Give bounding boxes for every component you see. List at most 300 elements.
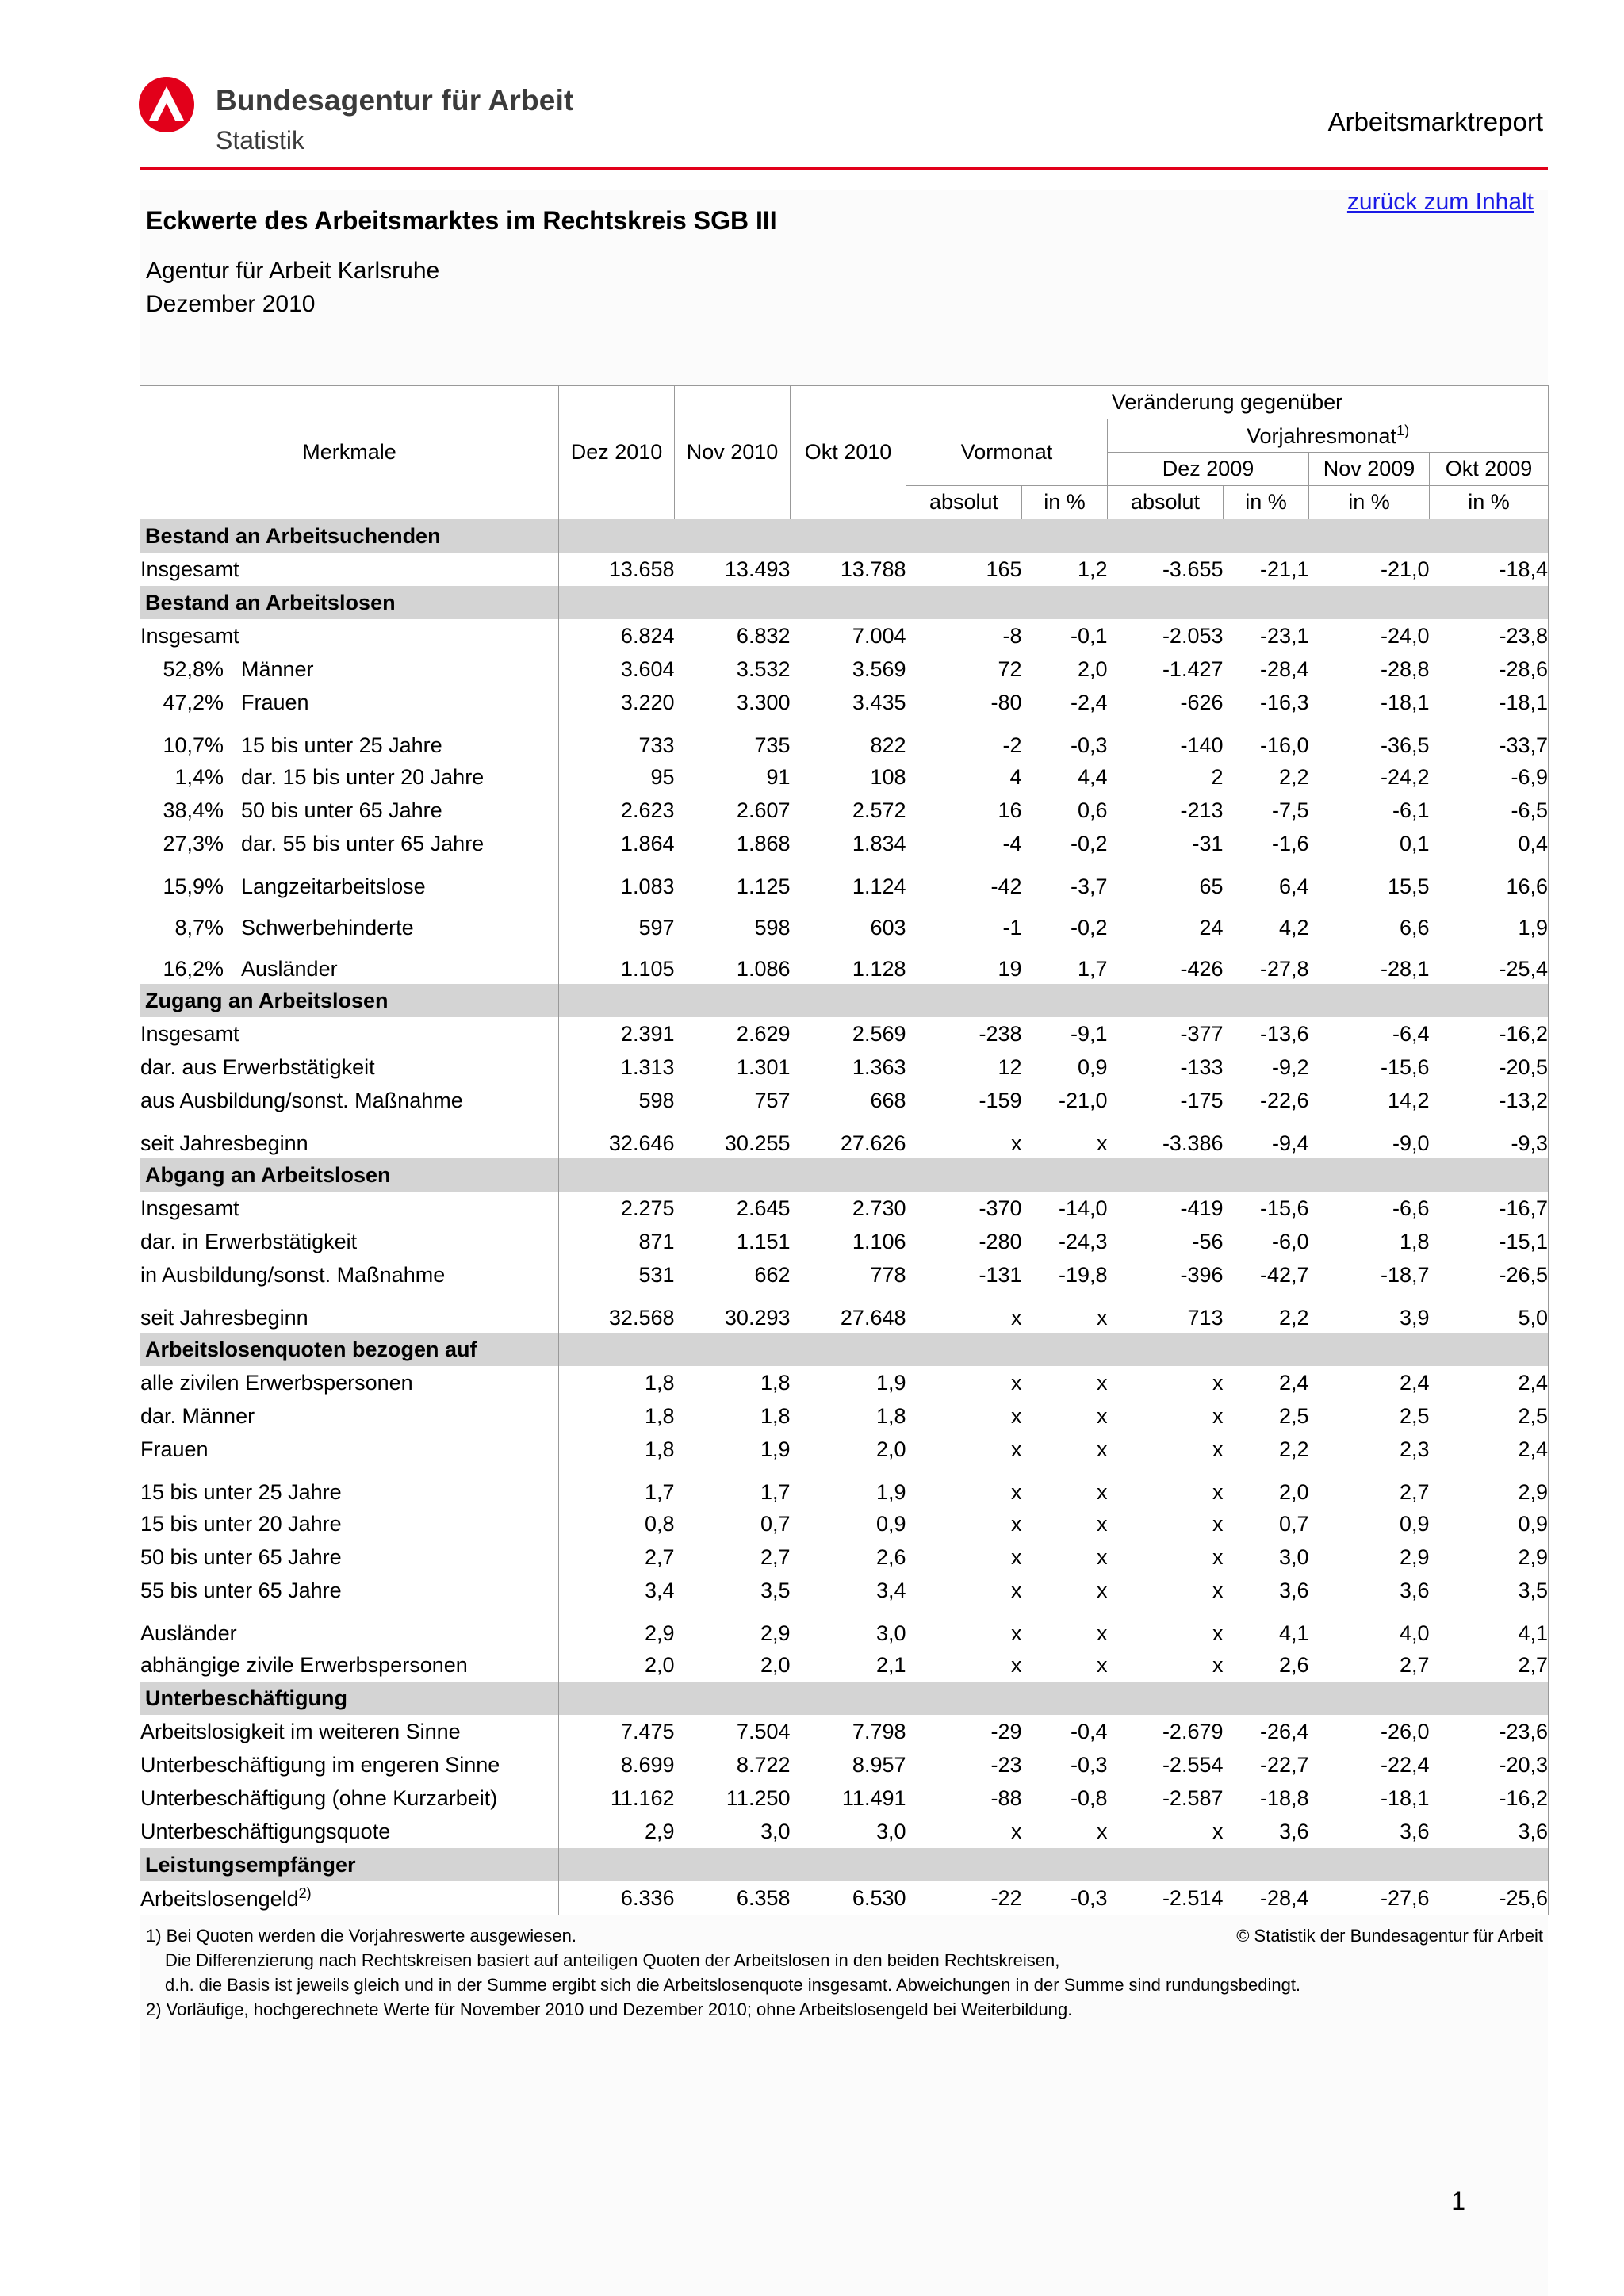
share-percent: 27,3%: [163, 831, 224, 855]
value-cell: x: [1108, 1815, 1224, 1848]
value-cell: 1.128: [791, 943, 906, 984]
value-cell: -36,5: [1309, 719, 1430, 760]
value-cell: x: [1108, 1648, 1224, 1682]
value-cell: 2.629: [675, 1017, 791, 1050]
value-cell: 3,6: [1309, 1815, 1430, 1848]
col-header-dez2010: Dez 2010: [559, 386, 675, 519]
table-row: [140, 1084, 1549, 1117]
value-cell: 2,9: [559, 1815, 675, 1848]
row-label-text: Arbeitslosengeld: [140, 1886, 299, 1911]
value-cell: -9,2: [1224, 1050, 1309, 1084]
share-percent: 47,2%: [163, 690, 224, 714]
value-cell: 1.125: [675, 860, 791, 901]
col-header-nov2010: Nov 2010: [675, 386, 791, 519]
value-cell: x: [1022, 1648, 1108, 1682]
section-label: Bestand an Arbeitsuchenden: [140, 519, 559, 553]
share-percent: 52,8%: [163, 656, 224, 681]
value-cell: x: [906, 1466, 1022, 1507]
value-cell: 2,6: [791, 1540, 906, 1574]
value-cell: -16,3: [1224, 686, 1309, 719]
section-label: Abgang an Arbeitslosen: [140, 1158, 559, 1192]
value-cell: -21,0: [1022, 1084, 1108, 1117]
value-cell: 3,6: [1430, 1815, 1549, 1848]
value-cell: 165: [906, 553, 1022, 586]
table-row: [140, 1574, 1549, 1607]
value-cell: 0,4: [1430, 827, 1549, 860]
table-row: [140, 1050, 1549, 1084]
value-cell: x: [906, 1366, 1022, 1399]
table-row: [140, 652, 1549, 686]
report-title: Arbeitsmarktreport: [1327, 107, 1543, 136]
value-cell: 2,7: [1430, 1648, 1549, 1682]
value-cell: 3.569: [791, 652, 906, 686]
value-cell: -1: [906, 901, 1022, 943]
value-cell: 7.798: [791, 1715, 906, 1748]
value-cell: 95: [559, 760, 675, 794]
share-percent: 15,9%: [163, 874, 224, 898]
section-label: Zugang an Arbeitslosen: [140, 984, 559, 1017]
labour-market-table: [140, 385, 1549, 1915]
org-subtitle: Statistik: [216, 126, 305, 155]
row-label-text: Insgesamt: [140, 557, 239, 581]
value-cell: 2,7: [1309, 1648, 1430, 1682]
value-cell: 3,4: [791, 1574, 906, 1607]
value-cell: x: [1022, 1433, 1108, 1466]
col-header-vorjahresmonat: [1108, 419, 1549, 453]
row-label-text: alle zivilen Erwerbspersonen: [140, 1370, 413, 1395]
row-label: [140, 1117, 559, 1158]
value-cell: -15,6: [1224, 1192, 1309, 1225]
row-label: [140, 1466, 559, 1507]
value-cell: -426: [1108, 943, 1224, 984]
section-header-row: [140, 1333, 1549, 1366]
row-label: [140, 1507, 559, 1540]
value-cell: 1.106: [791, 1225, 906, 1258]
value-cell: 0,9: [1430, 1507, 1549, 1540]
value-cell: -9,3: [1430, 1117, 1549, 1158]
row-label-text: 55 bis unter 65 Jahre: [140, 1578, 342, 1602]
value-cell: x: [1022, 1292, 1108, 1333]
value-cell: -9,4: [1224, 1117, 1309, 1158]
value-cell: -42: [906, 860, 1022, 901]
value-cell: 1,8: [559, 1366, 675, 1399]
value-cell: 13.493: [675, 553, 791, 586]
back-to-contents-link[interactable]: zurück zum Inhalt: [1346, 189, 1534, 215]
section-filler: [559, 519, 1549, 553]
table-row: [140, 1433, 1549, 1466]
value-cell: 1,8: [791, 1399, 906, 1433]
table-row: [140, 1117, 1549, 1158]
value-cell: 13.788: [791, 553, 906, 586]
row-label-text: Ausländer: [241, 957, 338, 981]
col-header-merkmale: Merkmale: [140, 386, 559, 519]
value-cell: x: [1022, 1399, 1108, 1433]
share-percent: 38,4%: [163, 798, 224, 822]
value-cell: x: [1108, 1540, 1224, 1574]
value-cell: 2.645: [675, 1192, 791, 1225]
value-cell: -28,6: [1430, 652, 1549, 686]
row-label-text: abhängige zivile Erwerbspersonen: [140, 1652, 468, 1677]
value-cell: 3,9: [1309, 1292, 1430, 1333]
value-cell: 2.572: [791, 794, 906, 827]
value-cell: -13,6: [1224, 1017, 1309, 1050]
col-header-vormonat-pct: in %: [1022, 486, 1108, 519]
value-cell: 3,0: [675, 1815, 791, 1848]
value-cell: 0,1: [1309, 827, 1430, 860]
row-label: [140, 1366, 559, 1399]
value-cell: 4: [906, 760, 1022, 794]
value-cell: x: [1022, 1117, 1108, 1158]
section-filler: [559, 1848, 1549, 1881]
page-number: 1: [1451, 2187, 1465, 2215]
section-filler: [559, 1158, 1549, 1192]
value-cell: -175: [1108, 1084, 1224, 1117]
value-cell: 2,0: [559, 1648, 675, 1682]
row-label-text: dar. 15 bis unter 20 Jahre: [241, 764, 485, 789]
value-cell: 3.604: [559, 652, 675, 686]
value-cell: 1.868: [675, 827, 791, 860]
value-cell: 2,2: [1224, 1292, 1309, 1333]
row-label-text: Männer: [241, 656, 314, 681]
value-cell: -4: [906, 827, 1022, 860]
value-cell: 3,6: [1224, 1574, 1309, 1607]
value-cell: -21,0: [1309, 553, 1430, 586]
value-cell: 1.864: [559, 827, 675, 860]
value-cell: 1.363: [791, 1050, 906, 1084]
value-cell: 2.623: [559, 794, 675, 827]
value-cell: 2,2: [1224, 1433, 1309, 1466]
table-row: [140, 686, 1549, 719]
value-cell: -23,1: [1224, 619, 1309, 652]
row-label: [140, 1225, 559, 1258]
value-cell: -20,3: [1430, 1748, 1549, 1781]
value-cell: 2: [1108, 760, 1224, 794]
footnote-ref: 1): [1396, 423, 1410, 438]
share-percent: 16,2%: [163, 957, 224, 981]
value-cell: 1,8: [559, 1433, 675, 1466]
value-cell: -29: [906, 1715, 1022, 1748]
value-cell: -6,9: [1430, 760, 1549, 794]
agency-name: Agentur für Arbeit Karlsruhe: [146, 258, 440, 284]
row-label-text: 50 bis unter 65 Jahre: [241, 798, 442, 822]
value-cell: -6,0: [1224, 1225, 1309, 1258]
value-cell: 13.658: [559, 553, 675, 586]
value-cell: -0,3: [1022, 719, 1108, 760]
value-cell: -15,1: [1430, 1225, 1549, 1258]
value-cell: 1.301: [675, 1050, 791, 1084]
col-header-okt2009-pct: in %: [1430, 486, 1549, 519]
section-label: Arbeitslosenquoten bezogen auf: [140, 1333, 559, 1366]
table-row: [140, 1607, 1549, 1648]
value-cell: -23: [906, 1748, 1022, 1781]
value-cell: 3,5: [1430, 1574, 1549, 1607]
value-cell: -24,0: [1309, 619, 1430, 652]
value-cell: -23,8: [1430, 619, 1549, 652]
table-row: [140, 1017, 1549, 1050]
share-percent: 8,7%: [174, 916, 224, 939]
table-header: [140, 386, 1549, 519]
section-filler: [559, 1682, 1549, 1715]
value-cell: 7.504: [675, 1715, 791, 1748]
value-cell: 1,8: [1309, 1225, 1430, 1258]
value-cell: 3,5: [675, 1574, 791, 1607]
value-cell: 1.151: [675, 1225, 791, 1258]
value-cell: 6,4: [1224, 860, 1309, 901]
value-cell: -2.679: [1108, 1715, 1224, 1748]
section-header-row: [140, 586, 1549, 619]
value-cell: 19: [906, 943, 1022, 984]
value-cell: 7.004: [791, 619, 906, 652]
value-cell: -16,7: [1430, 1192, 1549, 1225]
value-cell: 3,4: [559, 1574, 675, 1607]
value-cell: 778: [791, 1258, 906, 1292]
value-cell: 0,9: [791, 1507, 906, 1540]
value-cell: -88: [906, 1781, 1022, 1815]
row-label: [140, 1292, 559, 1333]
value-cell: -7,5: [1224, 794, 1309, 827]
col-header-veraenderung: Veränderung gegenüber: [906, 386, 1549, 419]
value-cell: 14,2: [1309, 1084, 1430, 1117]
col-header-dez2009-absolut: absolut: [1108, 486, 1224, 519]
row-label: [140, 943, 559, 984]
value-cell: -213: [1108, 794, 1224, 827]
value-cell: -28,8: [1309, 652, 1430, 686]
value-cell: -6,1: [1309, 794, 1430, 827]
value-cell: 1.086: [675, 943, 791, 984]
table-row: [140, 794, 1549, 827]
value-cell: x: [1022, 1507, 1108, 1540]
row-label: [140, 686, 559, 719]
value-cell: 32.646: [559, 1117, 675, 1158]
value-cell: -27,6: [1309, 1881, 1430, 1915]
value-cell: 2,7: [675, 1540, 791, 1574]
value-cell: 2,3: [1309, 1433, 1430, 1466]
table-row: [140, 1815, 1549, 1848]
value-cell: 2,5: [1430, 1399, 1549, 1433]
section-filler: [559, 984, 1549, 1017]
value-cell: 3,6: [1224, 1815, 1309, 1848]
value-cell: x: [1108, 1607, 1224, 1648]
row-label-text: dar. 55 bis unter 65 Jahre: [241, 831, 485, 855]
row-label: [140, 794, 559, 827]
value-cell: -1,6: [1224, 827, 1309, 860]
value-cell: 4,2: [1224, 901, 1309, 943]
value-cell: x: [1022, 1607, 1108, 1648]
table-row: [140, 619, 1549, 652]
value-cell: 603: [791, 901, 906, 943]
value-cell: -280: [906, 1225, 1022, 1258]
value-cell: 822: [791, 719, 906, 760]
value-cell: x: [1108, 1507, 1224, 1540]
value-cell: 1.083: [559, 860, 675, 901]
value-cell: x: [906, 1292, 1022, 1333]
value-cell: -26,5: [1430, 1258, 1549, 1292]
table-row: [140, 1366, 1549, 1399]
table-row: [140, 719, 1549, 760]
section-label: Bestand an Arbeitslosen: [140, 586, 559, 619]
table-row: [140, 827, 1549, 860]
value-cell: -42,7: [1224, 1258, 1309, 1292]
value-cell: 8.699: [559, 1748, 675, 1781]
value-cell: 11.491: [791, 1781, 906, 1815]
value-cell: -22,6: [1224, 1084, 1309, 1117]
footnote-2: 2) Vorläufige, hochgerechnete Werte für November 2010 und Dezember 2010; ohne Arbeitslosengeld bei Weiterbildung.: [146, 1999, 1073, 2019]
section-label: Leistungsempfänger: [140, 1848, 559, 1881]
document-title: Eckwerte des Arbeitsmarktes im Rechtskreis SGB III: [146, 206, 777, 235]
row-label: [140, 1084, 559, 1117]
value-cell: -14,0: [1022, 1192, 1108, 1225]
table-row: [140, 860, 1549, 901]
value-cell: -25,4: [1430, 943, 1549, 984]
header-divider: [140, 167, 1548, 170]
row-label: [140, 619, 559, 652]
row-label: [140, 1017, 559, 1050]
value-cell: -0,2: [1022, 827, 1108, 860]
value-cell: 108: [791, 760, 906, 794]
value-cell: 1.834: [791, 827, 906, 860]
value-cell: 1,9: [791, 1366, 906, 1399]
value-cell: 1,9: [791, 1466, 906, 1507]
value-cell: 0,8: [559, 1507, 675, 1540]
section-header-row: [140, 1848, 1549, 1881]
row-label: [140, 719, 559, 760]
value-cell: 3.300: [675, 686, 791, 719]
value-cell: 733: [559, 719, 675, 760]
value-cell: 2,9: [1430, 1466, 1549, 1507]
value-cell: -18,4: [1430, 553, 1549, 586]
row-label-text: seit Jahresbeginn: [140, 1131, 308, 1155]
value-cell: -2.587: [1108, 1781, 1224, 1815]
table-row: [140, 1881, 1549, 1915]
value-cell: 91: [675, 760, 791, 794]
table-row: [140, 1540, 1549, 1574]
value-cell: -80: [906, 686, 1022, 719]
value-cell: -26,4: [1224, 1715, 1309, 1748]
value-cell: -23,6: [1430, 1715, 1549, 1748]
value-cell: -18,1: [1309, 1781, 1430, 1815]
value-cell: 24: [1108, 901, 1224, 943]
col-header-dez2009-pct: in %: [1224, 486, 1309, 519]
value-cell: -6,5: [1430, 794, 1549, 827]
row-label-text: 50 bis unter 65 Jahre: [140, 1544, 342, 1569]
value-cell: -2.053: [1108, 619, 1224, 652]
row-label-text: 15 bis unter 25 Jahre: [241, 733, 442, 757]
table-row: [140, 1715, 1549, 1748]
value-cell: 1,2: [1022, 553, 1108, 586]
value-cell: -140: [1108, 719, 1224, 760]
value-cell: 2,0: [791, 1433, 906, 1466]
value-cell: -20,5: [1430, 1050, 1549, 1084]
value-cell: x: [906, 1815, 1022, 1848]
value-cell: x: [906, 1117, 1022, 1158]
value-cell: 11.250: [675, 1781, 791, 1815]
report-period: Dezember 2010: [146, 291, 316, 317]
value-cell: 3.435: [791, 686, 906, 719]
table-row: [140, 1648, 1549, 1682]
value-cell: 2,0: [1224, 1466, 1309, 1507]
row-label-text: Unterbeschäftigung (ohne Kurzarbeit): [140, 1785, 498, 1810]
value-cell: x: [1022, 1366, 1108, 1399]
value-cell: x: [1108, 1574, 1224, 1607]
value-cell: 1,8: [675, 1366, 791, 1399]
value-cell: -3.386: [1108, 1117, 1224, 1158]
value-cell: 5,0: [1430, 1292, 1549, 1333]
value-cell: 4,1: [1224, 1607, 1309, 1648]
row-label-text: Langzeitarbeitslose: [241, 874, 426, 898]
value-cell: x: [1022, 1540, 1108, 1574]
value-cell: 0,9: [1022, 1050, 1108, 1084]
value-cell: -25,6: [1430, 1881, 1549, 1915]
table-row: [140, 1192, 1549, 1225]
value-cell: 12: [906, 1050, 1022, 1084]
row-label: [140, 1050, 559, 1084]
value-cell: 6.824: [559, 619, 675, 652]
table-row: [140, 553, 1549, 586]
value-cell: -26,0: [1309, 1715, 1430, 1748]
value-cell: 6.530: [791, 1881, 906, 1915]
section-header-row: [140, 519, 1549, 553]
value-cell: 8.957: [791, 1748, 906, 1781]
value-cell: -0,2: [1022, 901, 1108, 943]
org-name: Bundesagentur für Arbeit: [216, 84, 574, 117]
value-cell: 2,2: [1224, 760, 1309, 794]
value-cell: -2.514: [1108, 1881, 1224, 1915]
value-cell: 2,0: [675, 1648, 791, 1682]
table-row: [140, 901, 1549, 943]
value-cell: 11.162: [559, 1781, 675, 1815]
row-label: [140, 1815, 559, 1848]
table-row: [140, 1258, 1549, 1292]
value-cell: 3,0: [1224, 1540, 1309, 1574]
value-cell: -56: [1108, 1225, 1224, 1258]
value-cell: 0,7: [675, 1507, 791, 1540]
value-cell: x: [1022, 1466, 1108, 1507]
value-cell: 668: [791, 1084, 906, 1117]
value-cell: 3.220: [559, 686, 675, 719]
value-cell: -0,3: [1022, 1748, 1108, 1781]
value-cell: -18,1: [1309, 686, 1430, 719]
row-label-text: 15 bis unter 20 Jahre: [140, 1511, 342, 1536]
section-filler: [559, 586, 1549, 619]
value-cell: 1,9: [675, 1433, 791, 1466]
value-cell: 662: [675, 1258, 791, 1292]
value-cell: -0,1: [1022, 619, 1108, 652]
value-cell: 6.358: [675, 1881, 791, 1915]
row-label: [140, 1399, 559, 1433]
value-cell: -370: [906, 1192, 1022, 1225]
row-label-text: Unterbeschäftigungsquote: [140, 1819, 391, 1843]
value-cell: 1.313: [559, 1050, 675, 1084]
value-cell: -419: [1108, 1192, 1224, 1225]
value-cell: 531: [559, 1258, 675, 1292]
table-row: [140, 1781, 1549, 1815]
col-header-vormonat-absolut: absolut: [906, 486, 1022, 519]
value-cell: 7.475: [559, 1715, 675, 1748]
value-cell: -6,6: [1309, 1192, 1430, 1225]
value-cell: 1.124: [791, 860, 906, 901]
share-percent: 10,7%: [163, 733, 224, 757]
value-cell: 2.391: [559, 1017, 675, 1050]
row-label: [140, 1748, 559, 1781]
value-cell: 1,7: [559, 1466, 675, 1507]
value-cell: 0,7: [1224, 1507, 1309, 1540]
value-cell: -28,1: [1309, 943, 1430, 984]
value-cell: -238: [906, 1017, 1022, 1050]
value-cell: 1,8: [559, 1399, 675, 1433]
section-header-row: [140, 984, 1549, 1017]
col-header-dez2009: Dez 2009: [1108, 453, 1309, 486]
value-cell: -6,4: [1309, 1017, 1430, 1050]
